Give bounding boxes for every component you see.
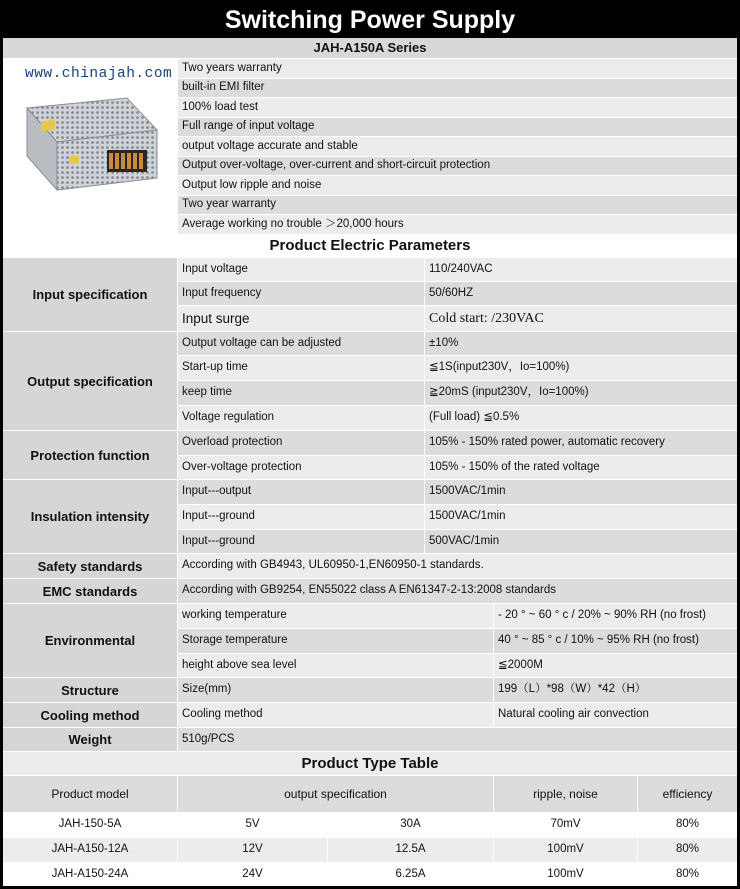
- param-cell: Start-up time: [178, 356, 424, 380]
- series-subtitle: JAH-A150A Series: [3, 38, 737, 58]
- value-cell: 199（L）*98（W）*42（H）: [494, 678, 737, 702]
- param-cell: Size(mm): [178, 678, 493, 702]
- param-cell: Input frequency: [178, 282, 424, 305]
- value-cell: 1500VAC/1min: [425, 480, 737, 504]
- insulation-label: Insulation intensity: [3, 480, 177, 553]
- param-cell: Input surge: [178, 306, 424, 331]
- table-cell-voltage: 12V: [178, 838, 327, 862]
- value-cell: 110/240VAC: [425, 258, 737, 281]
- value-cell: 40 ° ~ 85 ° c / 10% ~ 95% RH (no frost): [494, 629, 737, 653]
- value-cell: ≦1S(input230V，Io=100%): [425, 356, 737, 380]
- safety-label: Safety standards: [3, 554, 177, 578]
- param-cell: Input---ground: [178, 530, 424, 553]
- table-cell-model: JAH-A150-24A: [3, 863, 177, 886]
- param-cell: Cooling method: [178, 703, 493, 727]
- table-cell-ripple: 70mV: [494, 813, 637, 837]
- header-efficiency: efficiency: [638, 776, 737, 812]
- feature-item: Output low ripple and noise: [178, 176, 737, 195]
- table-cell-ripple: 100mV: [494, 838, 637, 862]
- value-cell: ≦2000M: [494, 654, 737, 677]
- header-output: output specification: [178, 776, 493, 812]
- product-photo-area: [5, 60, 173, 232]
- table-cell-voltage: 24V: [178, 863, 327, 886]
- table-cell-efficiency: 80%: [638, 863, 737, 886]
- power-supply-image: [15, 90, 165, 200]
- value-cell: (Full load) ≦0.5%: [425, 406, 737, 430]
- website-text: www.chinajah.com: [25, 66, 173, 82]
- table-cell-efficiency: 80%: [638, 838, 737, 862]
- table-cell-current: 30A: [328, 813, 493, 837]
- table-cell-model: JAH-150-5A: [3, 813, 177, 837]
- feature-item: Full range of input voltage: [178, 118, 737, 137]
- environmental-label: Environmental: [3, 604, 177, 677]
- param-cell: working temperature: [178, 604, 493, 628]
- value-cell: 50/60HZ: [425, 282, 737, 305]
- cooling-label: Cooling method: [3, 703, 177, 727]
- input-spec-label: Input specification: [3, 258, 177, 331]
- table-cell-efficiency: 80%: [638, 813, 737, 837]
- electric-section-title: Product Electric Parameters: [3, 234, 737, 256]
- feature-item: Two years warranty: [178, 59, 737, 78]
- param-cell: Voltage regulation: [178, 406, 424, 430]
- value-cell: 105% - 150% of the rated voltage: [425, 456, 737, 479]
- value-cell: 500VAC/1min: [425, 530, 737, 553]
- table-cell-voltage: 5V: [178, 813, 327, 837]
- param-cell: Output voltage can be adjusted: [178, 332, 424, 355]
- param-cell: height above sea level: [178, 654, 493, 677]
- table-cell-current: 6.25A: [328, 863, 493, 886]
- feature-item: Output over-voltage, over-current and short-circuit protection: [178, 157, 737, 176]
- table-cell-ripple: 100mV: [494, 863, 637, 886]
- table-cell-model: JAH-A150-12A: [3, 838, 177, 862]
- param-cell: Input voltage: [178, 258, 424, 281]
- header-model: Product model: [3, 776, 177, 812]
- weight-value: 510g/PCS: [178, 728, 737, 751]
- value-cell: Natural cooling air convection: [494, 703, 737, 727]
- value-cell: - 20 ° ~ 60 ° c / 20% ~ 90% RH (no frost): [494, 604, 737, 628]
- param-cell: Input---ground: [178, 505, 424, 529]
- type-table-title: Product Type Table: [3, 752, 737, 775]
- output-spec-label: Output specification: [3, 332, 177, 430]
- structure-label: Structure: [3, 678, 177, 702]
- feature-item: 100% load test: [178, 98, 737, 117]
- value-cell: 105% - 150% rated power, automatic recovery: [425, 431, 737, 455]
- header-ripple: ripple, noise: [494, 776, 637, 812]
- value-cell: 1500VAC/1min: [425, 505, 737, 529]
- emc-value: According with GB9254, EN55022 class A EN61347-2-13:2008 standards: [178, 579, 737, 603]
- param-cell: Storage temperature: [178, 629, 493, 653]
- feature-item: Average working no trouble ＞20,000 hours: [178, 215, 737, 234]
- value-cell: ≧20mS (input230V，Io=100%): [425, 381, 737, 405]
- table-cell-current: 12.5A: [328, 838, 493, 862]
- feature-item: Two year warranty: [178, 196, 737, 215]
- param-cell: Input---output: [178, 480, 424, 504]
- feature-item: output voltage accurate and stable: [178, 137, 737, 156]
- value-cell: ±10%: [425, 332, 737, 355]
- emc-label: EMC standards: [3, 579, 177, 603]
- protection-label: Protection function: [3, 431, 177, 479]
- feature-item: built-in EMI filter: [178, 79, 737, 98]
- param-cell: Overload protection: [178, 431, 424, 455]
- value-cell: Cold start: /230VAC: [425, 306, 737, 331]
- weight-label: Weight: [3, 728, 177, 751]
- param-cell: keep time: [178, 381, 424, 405]
- param-cell: Over-voltage protection: [178, 456, 424, 479]
- page-title: Switching Power Supply: [0, 0, 740, 38]
- safety-value: According with GB4943, UL60950-1,EN60950-1 standards.: [178, 554, 737, 578]
